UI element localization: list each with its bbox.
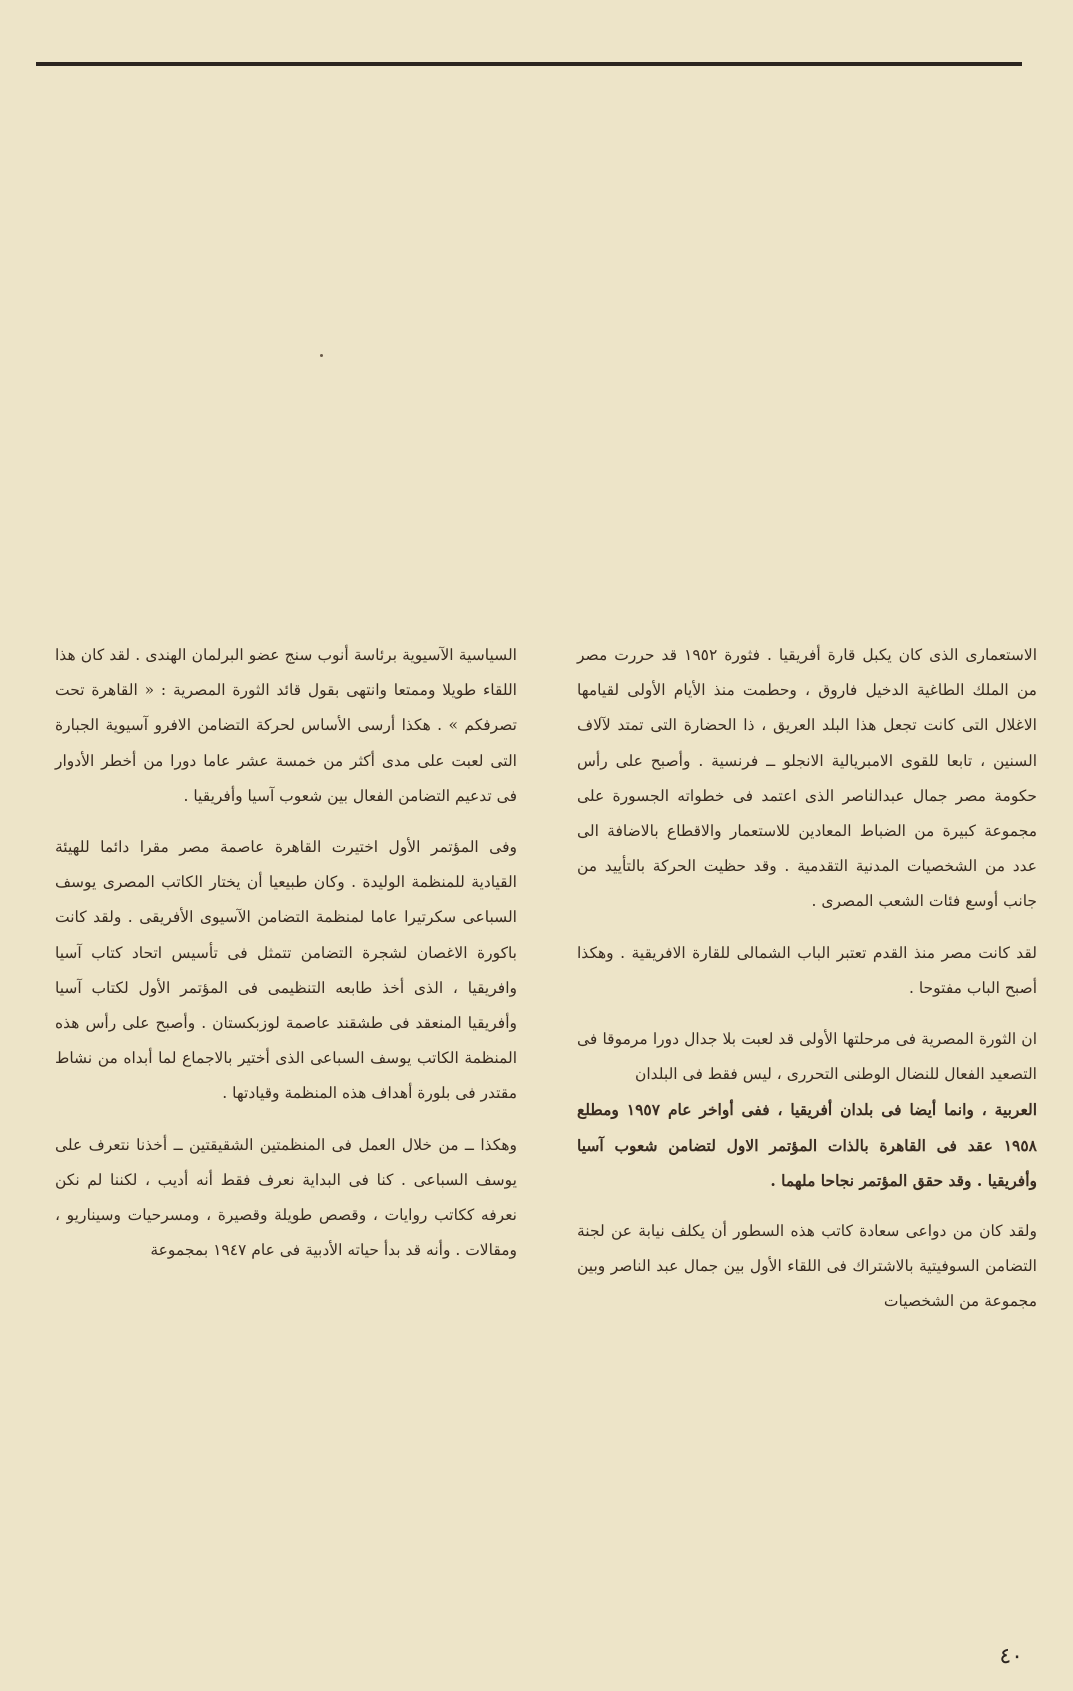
paragraph-bold: العربية ، وانما أيضا فى بلدان أفريقيا ، ففى أواخر عام ١٩٥٧ ومطلع ١٩٥٨ عقد فى القاهرة بالذات المؤتمر الاول لتضامن شعوب آسيا وأفريقيا . وقد حقق المؤتمر نجاحا ملهما .	[577, 1100, 1037, 1190]
paper-speck	[320, 354, 323, 357]
page-number: ٤٠	[999, 1644, 1023, 1669]
paragraph: لقد كانت مصر منذ القدم تعتبر الباب الشمالى للقارة الافريقية . وهكذا أصبح الباب مفتوحا .	[577, 943, 1037, 997]
right-column	[577, 638, 1037, 1336]
paragraph: ولقد كان من دواعى سعادة كاتب هذه السطور أن يكلف نيابة عن لجنة التضامن السوفيتية بالاشتراك فى اللقاء الأول بين جمال عبد الناصر وبين مجموعة من الشخصيات	[577, 1222, 1037, 1311]
left-column	[55, 638, 517, 1284]
paragraph: وفى المؤتمر الأول اختيرت القاهرة عاصمة مصر مقرا دائما للهيئة القيادية للمنظمة الوليدة . وكان طبيعيا أن يختار الكاتب المصرى يوسف السباعى سكرتيرا عاما لمنظمة التضامن الآسيوى الأفريقى . ولقد كانت باكورة الاغصان لشجرة التضامن تتمثل فى تأسيس اتحاد كتاب آسيا وافريقيا ، الذى أخذ طابعه التنظيمى فى المؤتمر الأول لكتاب آسيا وأفريقيا المنعقد فى طشقند عاصمة لوزبكستان . وأصبح على رأس هذه المنظمة الكاتب يوسف السباعى الذى أختير بالاجماع لما أبداه من نشاط مقتدر فى بلورة أهداف هذه المنظمة وقيادتها .	[55, 838, 517, 1103]
paragraph: الاستعمارى الذى كان يكبل قارة أفريقيا . فثورة ١٩٥٢ قد حررت مصر من الملك الطاغية الدخيل فاروق ، وحطمت منذ الأيام الأولى لقيامها الاغلال التى كانت تجعل هذا البلد العريق ، ذا الحضارة التى تمتد لآلاف السنين ، تابعا للقوى الامبريالية الانجلو ــ فرنسية . وأصبح على رأس حكومة مصر جمال عبدالناصر الذى اعتمد فى خطواته الجسورة على مجموعة كبيرة من الضباط المعادين للاستعمار والاقطاع بالاضافة الى عدد من الشخصيات المدنية التقدمية . وقد حظيت الحركة بالتأييد من جانب أوسع فئات الشعب المصرى .	[577, 646, 1037, 911]
paragraph: السياسية الآسيوية برئاسة أنوب سنج عضو البرلمان الهندى . لقد كان هذا اللقاء طويلا وممتعا وانتهى بقول قائد الثورة المصرية : « القاهرة تحت تصرفكم » . هكذا أرسى الأساس لحركة التضامن الافرو آسيوية الجبارة التى لعبت على مدى أكثر من خمسة عشر عاما دورا من أخطر الأدوار فى تدعيم التضامن الفعال بين شعوب آسيا وأفريقيا .	[55, 646, 517, 805]
paragraph: ان الثورة المصرية فى مرحلتها الأولى قد لعبت بلا جدال دورا مرموقا فى التصعيد الفعال للنضال الوطنى التحررى ، ليس فقط فى البلدان	[577, 1030, 1037, 1084]
top-rule	[36, 62, 1022, 66]
paragraph: وهكذا ــ من خلال العمل فى المنظمتين الشقيقتين ــ أخذنا نتعرف على يوسف السباعى . كنا فى البداية نعرف فقط أنه أديب ، لكننا لم نكن نعرفه ككاتب روايات ، وقصص طويلة وقصيرة ، ومسرحيات وسيناريو ، ومقالات . وأنه قد بدأ حياته الأدبية فى عام ١٩٤٧ بمجموعة	[55, 1135, 517, 1260]
